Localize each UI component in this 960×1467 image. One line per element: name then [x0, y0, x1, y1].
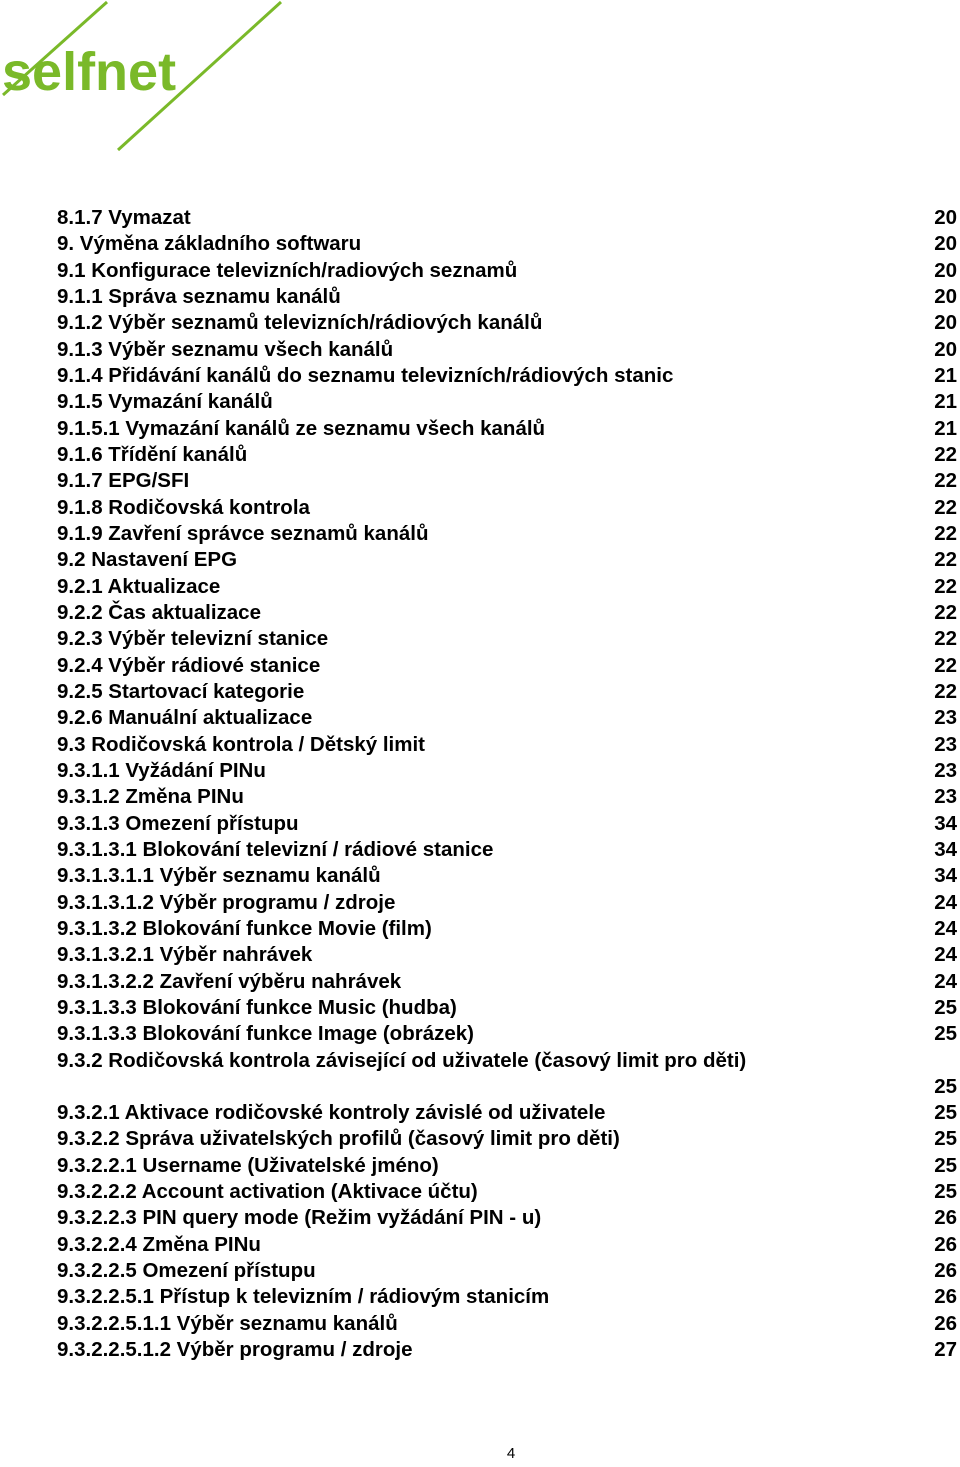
- toc-entry[interactable]: [57, 1126, 960, 1152]
- toc-entry-title: 9.2.4 Výběr rádiové stanice: [57, 653, 321, 677]
- toc-entry-page: 22: [934, 600, 957, 624]
- toc-entry[interactable]: [57, 495, 960, 521]
- table-of-contents: [57, 205, 960, 1363]
- toc-entry-title: 9.3.2.2.1 Username (Uživatelské jméno): [57, 1153, 439, 1177]
- toc-entry-title: 9.3.2.2.3 PIN query mode (Režim vyžádání PIN - u): [57, 1206, 542, 1230]
- toc-entry-title: 9.3.2.1 Aktivace rodičovské kontroly závislé od uživatele: [57, 1101, 606, 1125]
- toc-entry-page: 25: [934, 1101, 957, 1125]
- toc-entry-page: 20: [934, 284, 957, 308]
- toc-entry[interactable]: [57, 679, 960, 705]
- toc-entry-title: 9.3.1.3.2.1 Výběr nahrávek: [57, 943, 313, 967]
- toc-entry[interactable]: [57, 547, 960, 573]
- toc-entry[interactable]: [57, 916, 960, 942]
- toc-entry-title: 9.3.1.3.3 Blokování funkce Image (obrázek): [57, 1022, 474, 1046]
- toc-entry-page: 25: [934, 1022, 957, 1046]
- toc-entry[interactable]: [57, 600, 960, 626]
- toc-entry-page: 22: [934, 574, 957, 598]
- toc-entry-page: 24: [934, 943, 957, 967]
- toc-entry[interactable]: [57, 1153, 960, 1179]
- toc-entry-title: 9.2.3 Výběr televizní stanice: [57, 627, 329, 651]
- toc-entry-page: 25: [934, 1153, 957, 1177]
- toc-entry[interactable]: [57, 969, 960, 995]
- toc-entry-page: 20: [934, 232, 957, 256]
- toc-entry-page: 34: [934, 811, 957, 835]
- toc-entry[interactable]: [57, 1337, 960, 1363]
- toc-entry-page: 26: [934, 1206, 957, 1230]
- toc-entry[interactable]: [57, 337, 960, 363]
- toc-entry[interactable]: [57, 758, 960, 784]
- toc-entry[interactable]: [57, 890, 960, 916]
- toc-entry[interactable]: [57, 442, 960, 468]
- toc-entry[interactable]: [57, 284, 960, 310]
- toc-entry-title: 9.3.2.2.5.1.2 Výběr programu / zdroje: [57, 1338, 413, 1362]
- toc-entry-page: 25: [934, 1127, 957, 1151]
- toc-entry-title: 9.3.1.3.1 Blokování televizní / rádiové stanice: [57, 837, 494, 861]
- toc-entry[interactable]: [57, 363, 960, 389]
- toc-entry-title: 9.2.5 Startovací kategorie: [57, 679, 305, 703]
- toc-entry-page: 22: [934, 653, 957, 677]
- toc-entry-title: 9.3.2.2.2 Account activation (Aktivace účtu): [57, 1180, 478, 1204]
- toc-entry-page: 24: [934, 916, 957, 940]
- toc-entry-title: 9.3.2.2.5.1.1 Výběr seznamu kanálů: [57, 1311, 398, 1335]
- toc-entry-page: 23: [934, 785, 957, 809]
- toc-entry-page: 24: [934, 890, 957, 914]
- toc-entry-page: 22: [934, 495, 957, 519]
- toc-entry-page: 26: [934, 1259, 957, 1283]
- toc-entry-title: 9.1.2 Výběr seznamů televizních/rádiových kanálů: [57, 311, 543, 335]
- toc-entry-page: 20: [934, 311, 957, 335]
- toc-entry-page: 26: [934, 1232, 957, 1256]
- toc-entry[interactable]: [57, 732, 960, 758]
- toc-entry-title: 9.3.1.3.2.2 Zavření výběru nahrávek: [57, 969, 402, 993]
- toc-entry[interactable]: [57, 863, 960, 889]
- toc-entry-title: 9.3.1.3.2 Blokování funkce Movie (film): [57, 916, 432, 940]
- toc-entry-title: 9.1 Konfigurace televizních/radiových seznamů: [57, 258, 518, 282]
- toc-entry[interactable]: [57, 1100, 960, 1126]
- toc-entry-page: 24: [934, 969, 957, 993]
- toc-entry-page: 22: [934, 442, 957, 466]
- toc-entry-page: 34: [934, 864, 957, 888]
- toc-entry[interactable]: [57, 574, 960, 600]
- toc-entry-title: 9.3.1.3.1.1 Výběr seznamu kanálů: [57, 864, 381, 888]
- toc-entry[interactable]: [57, 784, 960, 810]
- toc-entry[interactable]: [57, 416, 960, 442]
- toc-entry-title: 9.3.1.1 Vyžádání PINu: [57, 758, 266, 782]
- toc-entry-title: 9.3.1.2 Změna PINu: [57, 785, 244, 809]
- toc-entry-title: 9.3 Rodičovská kontrola / Dětský limit: [57, 732, 425, 756]
- toc-entry[interactable]: [57, 1021, 960, 1047]
- logo-wordmark: selfnet: [2, 42, 177, 102]
- toc-entry[interactable]: [57, 231, 960, 257]
- toc-entry-page: 22: [934, 521, 957, 545]
- toc-entry-page: 21: [934, 416, 957, 440]
- toc-entry[interactable]: [57, 1232, 960, 1258]
- toc-entry[interactable]: [57, 521, 960, 547]
- toc-entry-title: 9.1.9 Zavření správce seznamů kanálů: [57, 521, 429, 545]
- toc-entry-page: 26: [934, 1285, 957, 1309]
- toc-entry[interactable]: [57, 1258, 960, 1284]
- toc-entry-title: 9.2 Nastavení EPG: [57, 548, 238, 572]
- toc-entry-page: 20: [934, 337, 957, 361]
- toc-entry[interactable]: [57, 705, 960, 731]
- toc-entry-title: 9.1.4 Přidávání kanálů do seznamu televizních/rádiových stanic: [57, 363, 674, 387]
- toc-entry-title: 9. Výměna základního softwaru: [57, 232, 362, 256]
- toc-entry-page: 23: [934, 758, 957, 782]
- toc-entry[interactable]: [57, 389, 960, 415]
- toc-entry[interactable]: [57, 258, 960, 284]
- toc-entry-title: 9.2.6 Manuální aktualizace: [57, 706, 313, 730]
- toc-entry-title: 9.1.1 Správa seznamu kanálů: [57, 284, 341, 308]
- toc-entry[interactable]: [57, 995, 960, 1021]
- toc-entry-page: 23: [934, 706, 957, 730]
- toc-entry-title: 9.3.1.3 Omezení přístupu: [57, 811, 299, 835]
- toc-entry[interactable]: [57, 653, 960, 679]
- toc-entry[interactable]: [57, 626, 960, 652]
- toc-entry[interactable]: [57, 1205, 960, 1231]
- toc-entry[interactable]: [57, 942, 960, 968]
- toc-entry[interactable]: [57, 1048, 960, 1101]
- toc-entry-page: 22: [934, 679, 957, 703]
- toc-entry-page: 26: [934, 1311, 957, 1335]
- toc-entry[interactable]: [57, 468, 960, 494]
- toc-entry-page: 22: [934, 548, 957, 572]
- toc-entry[interactable]: [57, 811, 960, 837]
- page-number: 4: [506, 1445, 516, 1462]
- toc-entry[interactable]: [57, 205, 960, 231]
- toc-entry-title: 8.1.7 Vymazat: [57, 206, 191, 229]
- toc-entry-title: 9.3.2.2.4 Změna PINu: [57, 1232, 261, 1256]
- toc-entry[interactable]: [57, 1179, 960, 1205]
- toc-entry-page: 21: [934, 363, 957, 387]
- toc-entry-title: 9.1.6 Třídění kanálů: [57, 442, 248, 466]
- toc-entry-title: 9.3.1.3.3 Blokování funkce Music (hudba): [57, 995, 457, 1019]
- toc-entry-page: 21: [934, 390, 957, 414]
- toc-entry-page: 22: [934, 627, 957, 651]
- toc-entry-title: 9.1.8 Rodičovská kontrola: [57, 495, 310, 519]
- toc-entry-page: 25: [934, 1180, 957, 1204]
- toc-entry-title: 9.3.2.2 Správa uživatelských profilů (časový limit pro děti): [57, 1127, 620, 1151]
- toc-entry[interactable]: [57, 1311, 960, 1337]
- toc-entry-title: 9.2.1 Aktualizace: [57, 574, 221, 598]
- selfnet-logo-graphic: [0, 0, 320, 160]
- toc-entry-title: 9.3.2.2.5.1 Přístup k televizním / rádiovým stanicím: [57, 1285, 550, 1309]
- toc-entry-page: 27: [934, 1338, 957, 1362]
- toc-entry[interactable]: [57, 1284, 960, 1310]
- toc-entry-page: 20: [934, 206, 957, 229]
- toc-entry-page: 20: [934, 258, 957, 282]
- toc-entry-title: 9.1.5 Vymazání kanálů: [57, 390, 273, 414]
- toc-entry-page: 22: [934, 469, 957, 493]
- toc-entry-title: 9.1.5.1 Vymazání kanálů ze seznamu všech kanálů: [57, 416, 546, 440]
- toc-entry[interactable]: [57, 310, 960, 336]
- toc-entry-title: 9.3.1.3.1.2 Výběr programu / zdroje: [57, 890, 396, 914]
- toc-entry-page: 25: [934, 1074, 957, 1098]
- toc-entry[interactable]: [57, 837, 960, 863]
- toc-entry-title: 9.3.2 Rodičovská kontrola závisející od uživatele (časový limit pro děti): [57, 1048, 747, 1072]
- toc-entry-page: 25: [934, 995, 957, 1019]
- toc-entry-page: 23: [934, 732, 957, 756]
- selfnet-logo: [0, 0, 320, 160]
- toc-entry-title: 9.2.2 Čas aktualizace: [57, 600, 261, 624]
- toc-entry-title: 9.1.3 Výběr seznamu všech kanálů: [57, 337, 394, 361]
- toc-entry-page: 34: [934, 837, 957, 861]
- toc-entry-title: 9.3.2.2.5 Omezení přístupu: [57, 1259, 316, 1283]
- toc-entry-title: 9.1.7 EPG/SFI: [57, 469, 190, 493]
